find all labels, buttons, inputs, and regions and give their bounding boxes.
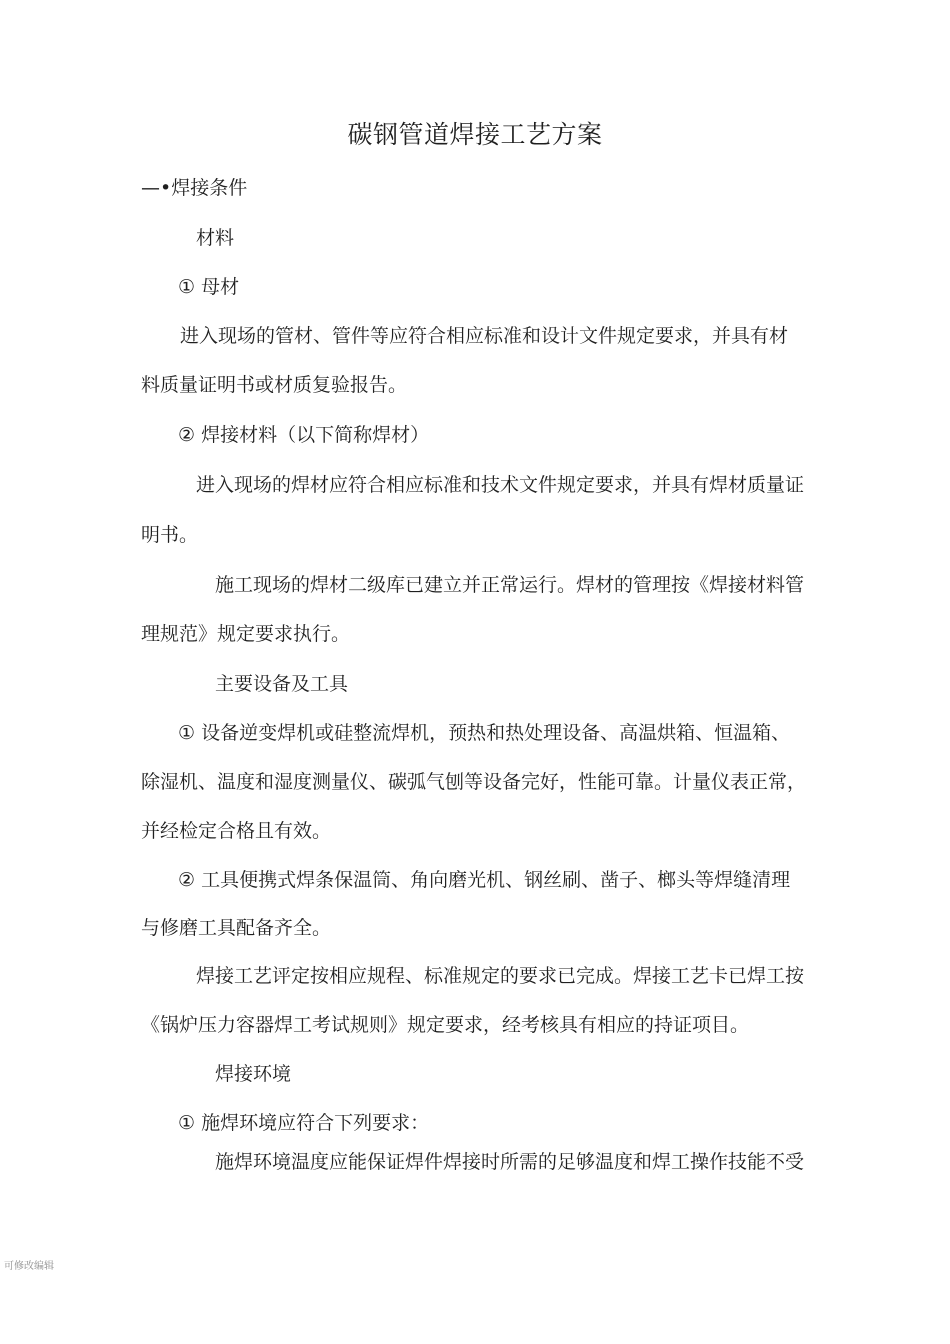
paragraph-line: 明书。 — [141, 524, 199, 546]
item-environment-requirements: ① 施焊环境应符合下列要求： — [178, 1112, 430, 1134]
watermark: 可修改编辑 — [4, 1261, 54, 1272]
paragraph-line: 施焊环境温度应能保证焊件焊接时所需的足够温度和焊工操作技能不受 — [215, 1151, 805, 1173]
item-tools: ② 工具便携式焊条保温筒、角向磨光机、钢丝刷、凿子、榔头等焊缝清理 — [178, 869, 791, 891]
paragraph-line: 理规范》规定要求执行。 — [141, 623, 351, 645]
document-title: 碳钢管道焊接工艺方案 — [347, 120, 603, 149]
paragraph-line: 进入现场的管材、管件等应符合相应标准和设计文件规定要求，并具有材 — [180, 325, 789, 347]
item-welding-materials: ② 焊接材料（以下简称焊材） — [178, 424, 430, 446]
paragraph-line: 并经检定合格且有效。 — [141, 820, 332, 842]
item-base-metal: ① 母材 — [178, 276, 240, 298]
paragraph-line: 焊接工艺评定按相应规程、标准规定的要求已完成。焊接工艺卡已焊工按 — [196, 965, 805, 987]
item-equipment: ① 设备逆变焊机或硅整流焊机，预热和热处理设备、高温烘箱、恒温箱、 — [178, 722, 791, 744]
paragraph-line: 与修磨工具配备齐全。 — [141, 917, 332, 939]
paragraph-line: 《锅炉压力容器焊工考试规则》规定要求，经考核具有相应的持证项目。 — [141, 1014, 750, 1036]
paragraph-line: 料质量证明书或材质复验报告。 — [141, 374, 408, 396]
section-heading-welding-conditions: —•焊接条件 — [141, 177, 248, 199]
subheading-materials: 材料 — [196, 227, 235, 249]
subheading-equipment-tools: 主要设备及工具 — [215, 673, 349, 695]
subheading-welding-environment: 焊接环境 — [215, 1063, 292, 1085]
paragraph-line: 除湿机、温度和湿度测量仪、碳弧气刨等设备完好，性能可靠。计量仪表正常， — [141, 771, 807, 793]
paragraph-line: 施工现场的焊材二级库已建立并正常运行。焊材的管理按《焊接材料管 — [215, 574, 805, 596]
paragraph-line: 进入现场的焊材应符合相应标准和技术文件规定要求，并具有焊材质量证 — [196, 474, 805, 496]
